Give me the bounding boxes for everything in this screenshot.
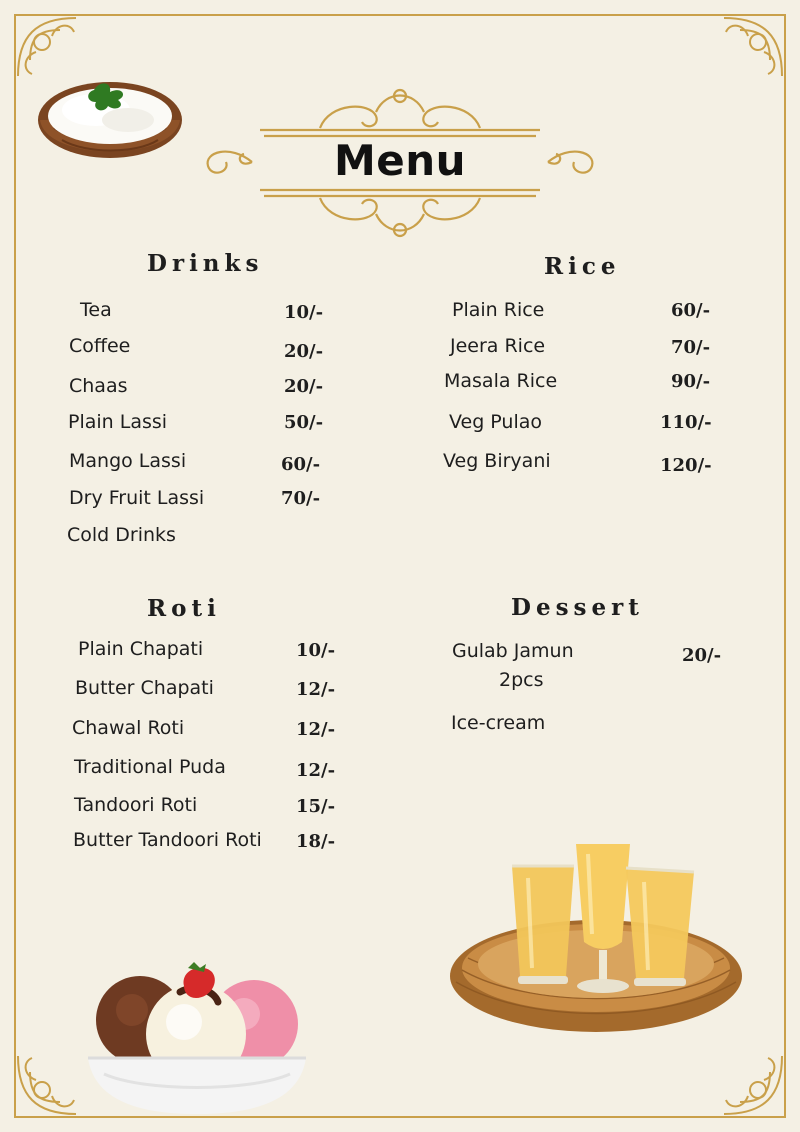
menu-item-name: Tea — [80, 299, 112, 321]
menu-item-price: 120/- — [660, 455, 712, 476]
menu-item-name: Mango Lassi — [69, 450, 187, 472]
menu-item-name: Butter Tandoori Roti — [73, 829, 262, 851]
menu-item-name: Veg Biryani — [443, 450, 551, 472]
menu-item-price: 110/- — [660, 412, 712, 433]
menu-item-name: Traditional Puda — [74, 756, 226, 778]
menu-item-name: Veg Pulao — [449, 411, 543, 433]
section-title-roti: Roti — [147, 595, 221, 622]
menu-item-price: 60/- — [671, 300, 711, 321]
menu-item-price: 18/- — [296, 831, 336, 852]
menu-item-name: Plain Rice — [452, 299, 545, 321]
ice-cream-bowl-image — [84, 962, 310, 1116]
menu-item-name: Tandoori Roti — [74, 794, 198, 816]
menu-item-price: 20/- — [284, 376, 324, 397]
menu-item-price: 10/- — [296, 640, 336, 661]
section-title-drinks: Drinks — [147, 250, 264, 277]
menu-item-name: Gulab Jamun — [452, 640, 574, 662]
menu-item-price: 20/- — [682, 645, 722, 666]
menu-item-name: Chawal Roti — [72, 717, 185, 739]
menu-item-price: 15/- — [296, 796, 336, 817]
menu-item-name: Butter Chapati — [75, 677, 214, 699]
menu-item-price: 70/- — [281, 488, 321, 509]
menu-item-price: 90/- — [671, 371, 711, 392]
page-title: Menu — [333, 136, 467, 185]
menu-item-name: Coffee — [69, 335, 131, 357]
menu-item-name: Chaas — [69, 375, 128, 397]
menu-item-note: 2pcs — [499, 669, 544, 691]
menu-item-name: Ice-cream — [451, 712, 546, 734]
menu-item-price: 60/- — [281, 454, 321, 475]
menu-item-price: 70/- — [671, 337, 711, 358]
menu-item-name: Cold Drinks — [67, 524, 176, 546]
menu-item-name: Plain Chapati — [78, 638, 204, 660]
lassi-tray-image — [448, 838, 746, 1046]
menu-item-name: Masala Rice — [444, 370, 558, 392]
menu-item-price: 12/- — [296, 679, 336, 700]
menu-item-price: 12/- — [296, 719, 336, 740]
rice-bowl-image — [36, 70, 184, 172]
section-title-rice: Rice — [544, 253, 621, 280]
menu-item-price: 10/- — [284, 302, 324, 323]
menu-item-price: 12/- — [296, 760, 336, 781]
section-title-dessert: Dessert — [511, 594, 644, 621]
menu-item-name: Plain Lassi — [68, 411, 168, 433]
menu-item-price: 20/- — [284, 341, 324, 362]
corner-ornament-icon — [694, 16, 784, 106]
menu-item-name: Jeera Rice — [450, 335, 546, 357]
menu-item-price: 50/- — [284, 412, 324, 433]
menu-item-name: Dry Fruit Lassi — [69, 487, 205, 509]
